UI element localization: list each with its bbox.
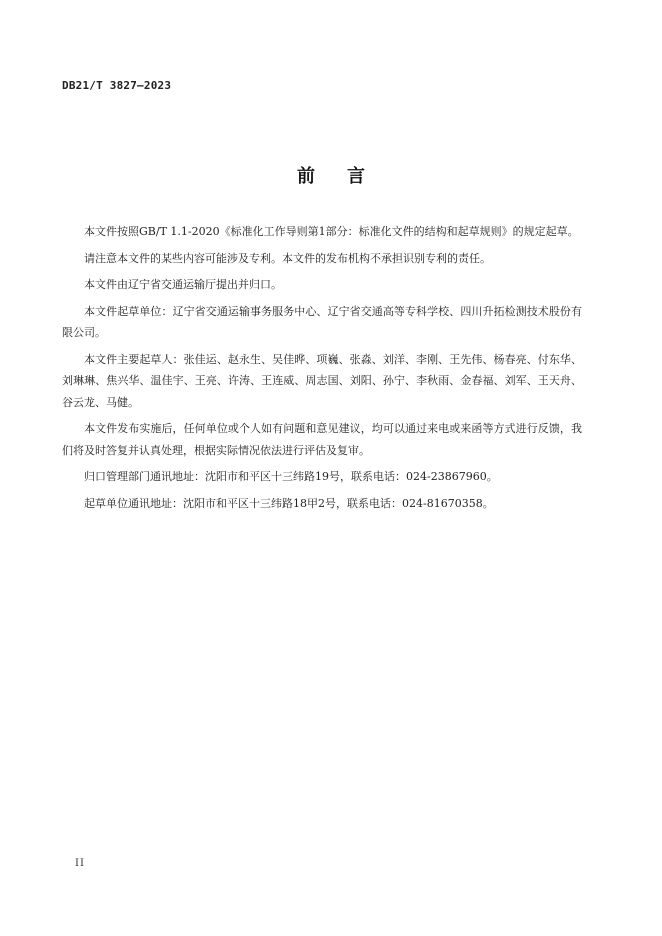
standard-code: DB21/T 3827—2023 <box>62 79 172 92</box>
paragraph-drafting-units: 本文件起草单位：辽宁省交通运输事务服务中心、辽宁省交通高等专科学校、四川升拓检测技术股份有限公司。 <box>62 304 582 339</box>
paragraph-proposer: 本文件由辽宁省交通运输厅提出并归口。 <box>84 278 282 291</box>
foreword-body <box>62 221 582 519</box>
paragraph-drafter-address: 起草单位通讯地址：沈阳市和平区十三纬路18甲2号，联系电话：024-81670358。 <box>84 496 494 510</box>
paragraph-patent-notice: 请注意本文件的某些内容可能涉及专利。本文件的发布机构不承担识别专利的责任。 <box>84 251 491 265</box>
page-number: II <box>75 858 85 869</box>
paragraph-drafters: 本文件主要起草人：张佳运、赵永生、吴佳晔、项巍、张淼、刘洋、李刚、王先伟、杨春亮、付东华、刘琳琳、焦兴华、温佳宇、王亮、许涛、王连威、周志国、刘阳、孙宁、李秋雨、金春福、刘军、王天舟、谷云龙、马健。 <box>62 352 582 409</box>
paragraph-feedback: 本文件发布实施后，任何单位或个人如有问题和意见建议，均可以通过来电或来函等方式进行反馈，我们将及时答复并认真处理，根据实际情况依法进行评估及复审。 <box>62 422 582 457</box>
paragraph-drafting-rules: 本文件按照GB/T 1.1-2020《标准化工作导则第1部分：标准化文件的结构和起草规则》的规定起草。 <box>84 225 579 238</box>
paragraph-admin-address: 归口管理部门通讯地址：沈阳市和平区十三纬路19号，联系电话：024-23867960。 <box>84 470 498 483</box>
page-title: 前言 <box>297 166 397 187</box>
